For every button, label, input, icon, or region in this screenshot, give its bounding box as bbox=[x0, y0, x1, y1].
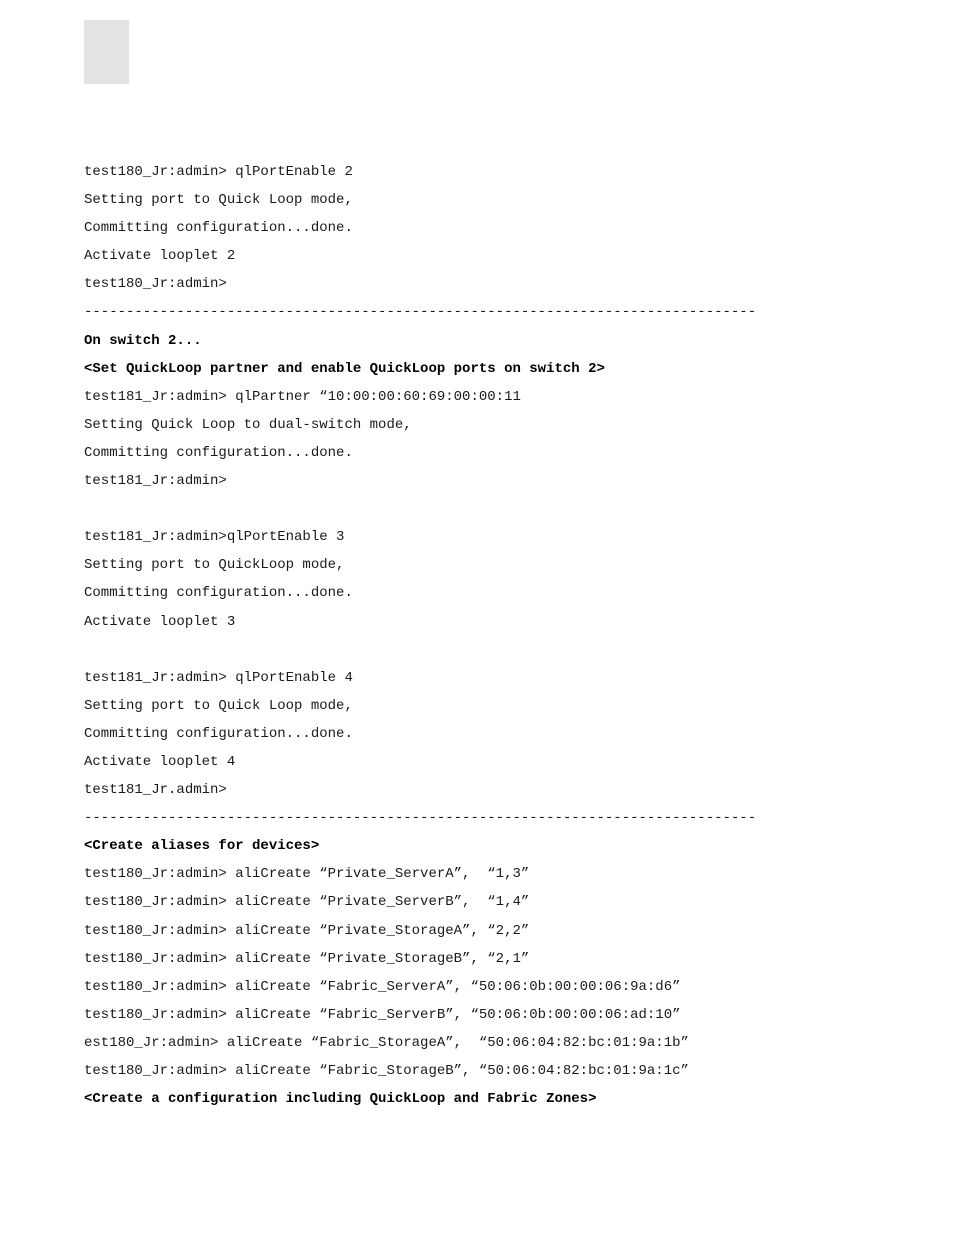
code-line: Activate looplet 2 bbox=[84, 248, 236, 265]
code-line: test180_Jr:admin> bbox=[84, 276, 227, 293]
section-heading: <Set QuickLoop partner and enable QuickLoop ports on switch 2> bbox=[84, 360, 605, 377]
code-line: Setting port to QuickLoop mode, bbox=[84, 557, 345, 574]
code-line: Activate looplet 3 bbox=[84, 613, 236, 630]
code-line: test180_Jr:admin> aliCreate “Private_ServerA”, “1,3” bbox=[84, 866, 530, 883]
code-line: test180_Jr:admin> aliCreate “Private_StorageB”, “2,1” bbox=[84, 950, 530, 967]
code-line: Activate looplet 4 bbox=[84, 753, 236, 770]
code-line: Setting port to Quick Loop mode, bbox=[84, 192, 353, 209]
code-line: Committing configuration...done. bbox=[84, 585, 353, 602]
code-line: Committing configuration...done. bbox=[84, 444, 353, 461]
code-line: Committing configuration...done. bbox=[84, 725, 353, 742]
code-line: test180_Jr:admin> aliCreate “Fabric_StorageB”, “50:06:04:82:bc:01:9a:1c” bbox=[84, 1063, 689, 1079]
code-line: test181_Jr:admin>qlPortEnable 3 bbox=[84, 529, 345, 546]
code-listing bbox=[84, 158, 884, 1113]
code-line: Setting Quick Loop to dual-switch mode, bbox=[84, 416, 412, 433]
code-line: test180_Jr:admin> aliCreate “Fabric_ServerB”, “50:06:0b:00:00:06:ad:10” bbox=[84, 1006, 681, 1023]
code-line: Setting port to Quick Loop mode, bbox=[84, 697, 353, 714]
code-line: test180_Jr:admin> aliCreate “Fabric_ServerA”, “50:06:0b:00:00:06:9a:d6” bbox=[84, 978, 681, 995]
code-line: Committing configuration...done. bbox=[84, 220, 353, 237]
code-line: test180_Jr:admin> aliCreate “Private_StorageA”, “2,2” bbox=[84, 922, 530, 939]
code-line: test181_Jr.admin> bbox=[84, 782, 227, 799]
section-heading: <Create aliases for devices> bbox=[84, 838, 320, 855]
separator-line: -------------------------------------------------------------------------------- bbox=[84, 810, 757, 827]
code-line: test180_Jr:admin> qlPortEnable 2 bbox=[84, 164, 353, 180]
blank-line bbox=[84, 495, 884, 523]
code-line: test180_Jr:admin> aliCreate “Private_ServerB”, “1,4” bbox=[84, 894, 530, 911]
page-tab-marker bbox=[84, 20, 129, 84]
separator-line: -------------------------------------------------------------------------------- bbox=[84, 304, 757, 321]
code-line: test181_Jr:admin> bbox=[84, 473, 227, 490]
code-line: test181_Jr:admin> qlPartner “10:00:00:60:69:00:00:11 bbox=[84, 388, 521, 405]
code-line: test181_Jr:admin> qlPortEnable 4 bbox=[84, 669, 353, 686]
section-heading: <Create a configuration including QuickLoop and Fabric Zones> bbox=[84, 1091, 597, 1108]
section-heading: On switch 2... bbox=[84, 332, 202, 349]
blank-line bbox=[84, 636, 884, 664]
code-line: est180_Jr:admin> aliCreate “Fabric_StorageA”, “50:06:04:82:bc:01:9a:1b” bbox=[84, 1034, 689, 1051]
